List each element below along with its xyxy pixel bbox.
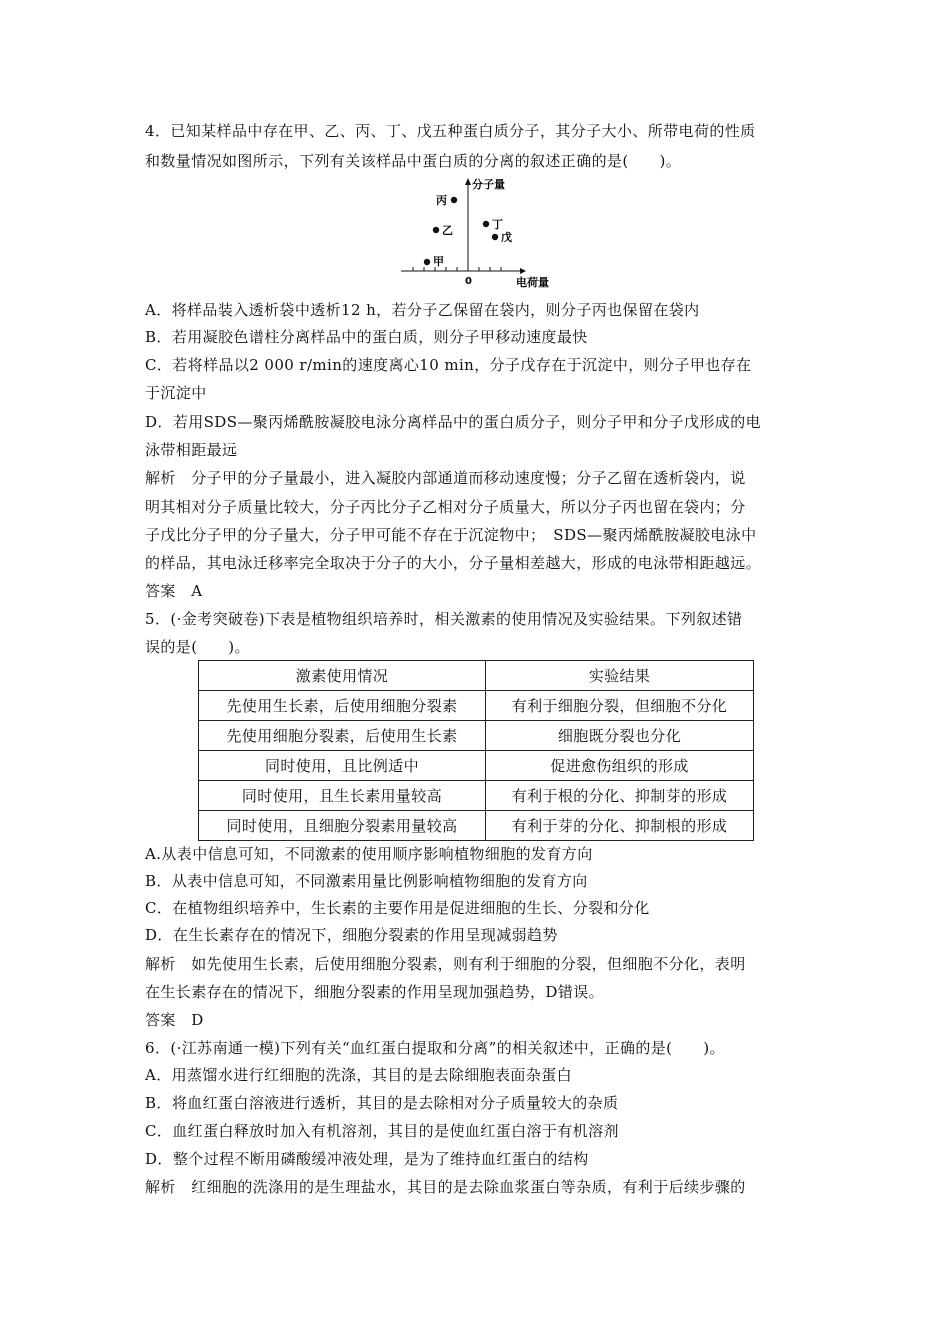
q4-option-c-line-1: C．若将样品以2 000 r/min的速度离心10 min，分子戊存在于沉淀中，则分子甲也存在 <box>145 356 752 374</box>
table-cell: 细胞既分裂也分化 <box>486 721 754 751</box>
table-row <box>199 781 754 811</box>
y-axis-arrow <box>465 178 471 185</box>
point-label-jia: 甲 <box>433 255 444 268</box>
point-label-yi: 乙 <box>442 224 453 237</box>
q4-analysis-line-4: 的样品，其电泳迁移率完全取决于分子的大小，分子量相差越大，形成的电泳带相距越远。 <box>145 554 762 572</box>
table-cell: 同时使用，且细胞分裂素用量较高 <box>199 811 486 841</box>
q4-answer: 答案 A <box>145 582 203 600</box>
table-cell: 同时使用，且生长素用量较高 <box>199 781 486 811</box>
table-cell: 有利于细胞分裂，但细胞不分化 <box>486 691 754 721</box>
q5-analysis-line-1: 解析 如先使用生长素，后使用细胞分裂素，则有利于细胞的分裂，但细胞不分化，表明 <box>145 955 746 973</box>
q5-hormone-table <box>198 660 754 841</box>
table-row <box>199 811 754 841</box>
table-header-cell: 激素使用情况 <box>199 661 486 691</box>
q4-stem-line-2: 和数量情况如图所示，下列有关该样品中蛋白质的分离的叙述正确的是( )。 <box>145 152 682 170</box>
q6-option-a: A．用蒸馏水进行红细胞的洗涤，其目的是去除细胞表面杂蛋白 <box>145 1066 573 1084</box>
q5-option-a: A.从表中信息可知，不同激素的使用顺序影响植物细胞的发育方向 <box>145 845 593 863</box>
q4-analysis-line-1: 解析 分子甲的分子量最小，进入凝胶内部通道而移动速度慢；分子乙留在透析袋内，说 <box>145 469 746 487</box>
table-header-row <box>199 661 754 691</box>
q4-option-b: B．若用凝胶色谱柱分离样品中的蛋白质，则分子甲移动速度最快 <box>145 328 588 346</box>
q6-option-d: D．整个过程不断用磷酸缓冲液处理，是为了维持血红蛋白的结构 <box>145 1150 589 1168</box>
table-cell: 同时使用，且比例适中 <box>199 751 486 781</box>
table-cell: 先使用生长素，后使用细胞分裂素 <box>199 691 486 721</box>
q5-stem-line-2: 误的是( )。 <box>145 638 250 656</box>
q5-answer: 答案 D <box>145 1011 204 1029</box>
point-label-wu: 戊 <box>501 231 512 244</box>
q6-option-c: C．血红蛋白释放时加入有机溶剂，其目的是使血红蛋白溶于有机溶剂 <box>145 1122 619 1140</box>
table-row <box>199 751 754 781</box>
q4-figure <box>398 176 558 290</box>
q4-option-c-line-2: 于沉淀中 <box>145 384 207 402</box>
table-cell: 有利于根的分化、抑制芽的形成 <box>486 781 754 811</box>
point-label-ding: 丁 <box>492 218 503 231</box>
q4-option-d-line-1: D．若用SDS—聚丙烯酰胺凝胶电泳分离样品中的蛋白质分子，则分子甲和分子戊形成的电 <box>145 413 762 431</box>
q6-stem: 6．(·江苏南通一模)下列有关“血红蛋白提取和分离”的相关叙述中，正确的是( )。 <box>145 1039 725 1057</box>
x-axis-label: 电荷量 <box>516 276 549 289</box>
q6-option-b: B．将血红蛋白溶液进行透析，其目的是去除相对分子质量较大的杂质 <box>145 1094 619 1112</box>
table-cell: 促进愈伤组织的形成 <box>486 751 754 781</box>
q4-analysis-line-2: 明其相对分子质量比较大，分子丙比分子乙相对分子质量大，所以分子丙也留在袋内；分 <box>145 498 746 516</box>
table-cell: 有利于芽的分化、抑制根的形成 <box>486 811 754 841</box>
q4-option-a: A．将样品装入透析袋中透析12 h，若分子乙保留在袋内，则分子丙也保留在袋内 <box>145 301 700 319</box>
q5-stem-line-1: 5．(·金考突破卷)下表是植物组织培养时，相关激素的使用情况及实验结果。下列叙述错 <box>145 610 743 628</box>
q6-analysis-line-1: 解析 红细胞的洗涤用的是生理盐水，其目的是去除血浆蛋白等杂质，有利于后续步骤的 <box>145 1178 746 1196</box>
q5-option-c: C．在植物组织培养中，生长素的主要作用是促进细胞的生长、分裂和分化 <box>145 899 650 917</box>
table-header-cell: 实验结果 <box>486 661 754 691</box>
q4-stem-line-1: 4．已知某样品中存在甲、乙、丙、丁、戊五种蛋白质分子，其分子大小、所带电荷的性质 <box>145 122 756 140</box>
table-row <box>199 691 754 721</box>
y-axis-label: 分子量 <box>472 178 505 191</box>
q5-option-b: B．从表中信息可知，不同激素用量比例影响植物细胞的发育方向 <box>145 872 588 890</box>
table-row <box>199 721 754 751</box>
q5-analysis-line-2: 在生长素存在的情况下，细胞分裂素的作用呈现加强趋势，D错误。 <box>145 983 605 1001</box>
point-wu <box>492 234 498 240</box>
point-label-bing: 丙 <box>436 194 447 207</box>
x-axis-arrow <box>520 268 526 274</box>
origin-label: 0 <box>465 276 472 287</box>
q5-option-d: D．在生长素存在的情况下，细胞分裂素的作用呈现减弱趋势 <box>145 926 558 944</box>
point-yi <box>433 227 439 233</box>
q4-option-d-line-2: 泳带相距最远 <box>145 441 238 459</box>
point-bing <box>451 197 457 203</box>
point-jia <box>424 259 430 265</box>
q4-analysis-line-3: 子戊比分子甲的分子量大，分子甲可能不存在于沉淀物中； SDS—聚丙烯酰胺凝胶电泳中 <box>145 526 757 544</box>
point-ding <box>483 221 489 227</box>
table-cell: 先使用细胞分裂素，后使用生长素 <box>199 721 486 751</box>
